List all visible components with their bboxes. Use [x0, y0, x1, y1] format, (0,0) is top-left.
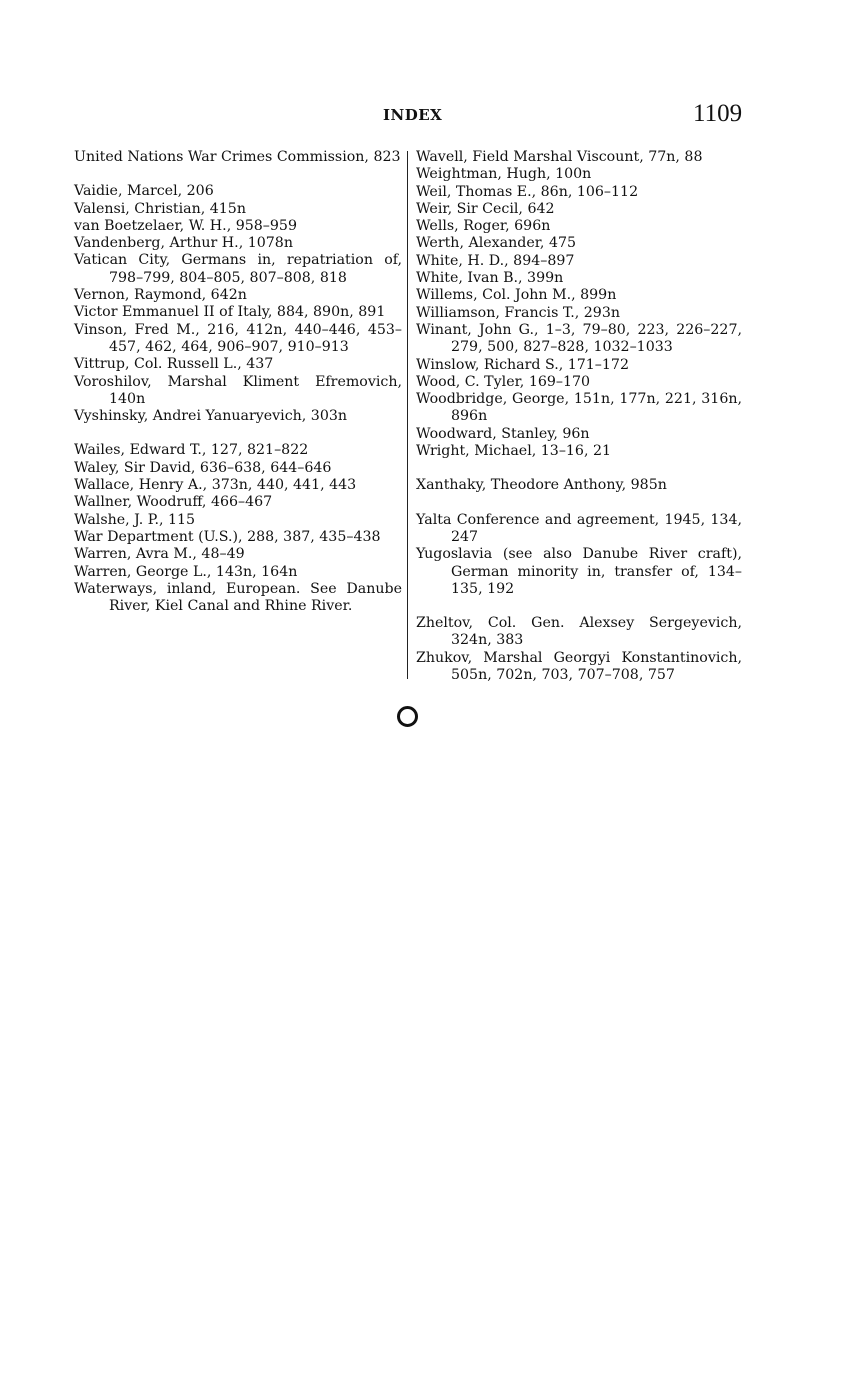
- index-entry: Weir, Sir Cecil, 642: [416, 200, 555, 217]
- index-entry: Zheltov, Col. Gen. Alexsey Sergeyevich, 324n, 383: [416, 615, 742, 649]
- index-entry: Willems, Col. John M., 899n: [416, 287, 617, 304]
- index-entry: Victor Emmanuel II of Italy, 884, 890n, 891: [74, 304, 386, 321]
- index-entry: Wright, Michael, 13–16, 21: [416, 443, 612, 460]
- index-entry: War Department (U.S.), 288, 387, 435–438: [74, 528, 381, 545]
- index-entry: White, H. D., 894–897: [416, 252, 575, 269]
- index-entry: Winant, John G., 1–3, 79–80, 223, 226–227, 279, 500, 827–828, 1032–1033: [416, 321, 742, 356]
- printer-mark-circle: [397, 706, 418, 727]
- index-entry: Vatican City, Germans in, repatriation of, 798–799, 804–805, 807–808, 818: [74, 252, 402, 286]
- index-entry: Vittrup, Col. Russell L., 437: [74, 356, 274, 373]
- section-gap: [416, 495, 742, 512]
- index-entry: United Nations War Crimes Commission, 823: [74, 149, 401, 165]
- index-column-right: [416, 149, 742, 684]
- index-entry: Waterways, inland, European. See Danube River, Kiel Canal and Rhine River.: [74, 580, 402, 615]
- index-entry: Woodward, Stanley, 96n: [416, 425, 590, 442]
- index-entry: Wallner, Woodruff, 466–467: [74, 494, 273, 511]
- index-entry: Xanthaky, Theodore Anthony, 985n: [416, 477, 667, 494]
- index-entry: Wavell, Field Marshal Viscount, 77n, 88: [416, 149, 703, 165]
- index-entry: Vandenberg, Arthur H., 1078n: [74, 235, 293, 252]
- index-entry: Walshe, J. P., 115: [74, 511, 196, 528]
- index-entry: Williamson, Francis T., 293n: [416, 304, 620, 321]
- index-entry: Weil, Thomas E., 86n, 106–112: [416, 183, 639, 200]
- section-gap: [416, 460, 742, 477]
- index-entry: Wailes, Edward T., 127, 821–822: [74, 442, 309, 459]
- index-entry: Winslow, Richard S., 171–172: [416, 356, 629, 373]
- index-entry: Vyshinsky, Andrei Yanuaryevich, 303n: [74, 408, 348, 425]
- index-entry: Woodbridge, George, 151n, 177n, 221, 316n, 896n: [416, 391, 742, 425]
- page-header-title: INDEX: [383, 106, 443, 124]
- index-entry: Warren, Avra M., 48–49: [74, 546, 245, 563]
- column-divider: [407, 151, 408, 679]
- index-entry: Vinson, Fred M., 216, 412n, 440–446, 453–457, 462, 464, 906–907, 910–913: [74, 321, 402, 355]
- section-gap: [416, 598, 742, 615]
- index-entry: Vaidie, Marcel, 206: [74, 183, 214, 200]
- index-entry: Waley, Sir David, 636–638, 644–646: [74, 459, 332, 476]
- index-column-left: [74, 149, 402, 615]
- index-entry: Vernon, Raymond, 642n: [74, 287, 247, 304]
- index-entry: Valensi, Christian, 415n: [74, 200, 246, 217]
- section-gap: [74, 425, 402, 442]
- index-entry: White, Ivan B., 399n: [416, 270, 564, 287]
- index-entry: Werth, Alexander, 475: [416, 235, 577, 252]
- index-entry: Weightman, Hugh, 100n: [416, 166, 592, 183]
- index-entry: Yugoslavia (see also Danube River craft), German minority in, transfer of, 134–135, 192: [416, 546, 742, 597]
- index-entry: Voroshilov, Marshal Kliment Efremovich, 140n: [74, 373, 402, 407]
- index-entry: Wells, Roger, 696n: [416, 218, 551, 235]
- index-entry: Warren, George L., 143n, 164n: [74, 563, 298, 580]
- section-gap: [74, 166, 402, 183]
- index-entry: Wallace, Henry A., 373n, 440, 441, 443: [74, 477, 357, 494]
- index-entry: van Boetzelaer, W. H., 958–959: [74, 217, 297, 234]
- index-entry: Yalta Conference and agreement, 1945, 134, 247: [416, 511, 742, 545]
- index-entry: Zhukov, Marshal Georgyi Konstantinovich, 505n, 702n, 703, 707–708, 757: [416, 649, 742, 684]
- page-number: 1109: [693, 100, 743, 127]
- index-entry: Wood, C. Tyler, 169–170: [416, 373, 591, 390]
